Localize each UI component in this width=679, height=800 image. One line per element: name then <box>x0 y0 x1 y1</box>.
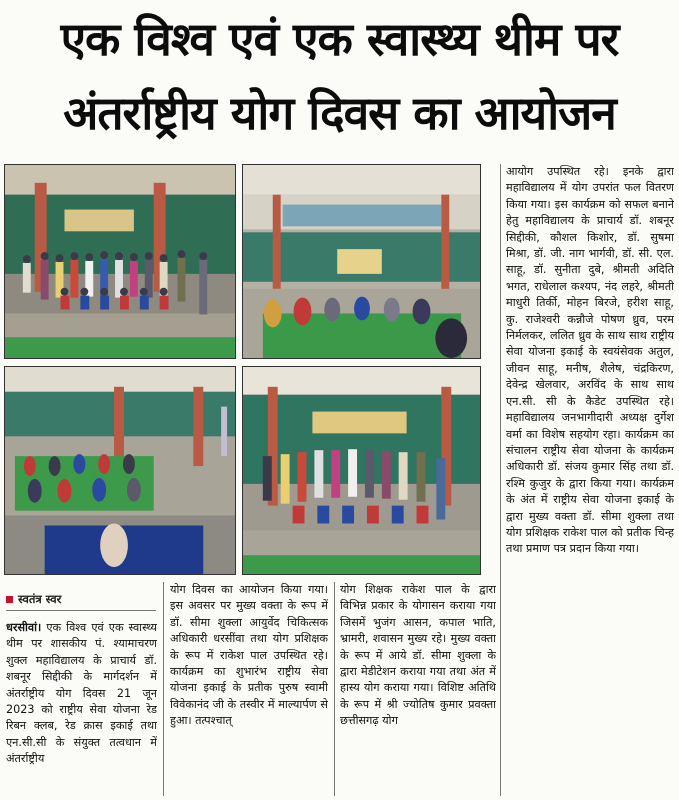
article-column-2: योग दिवस का आयोजन किया गया। इस अवसर पर मुख्य वक्ता के रूप में डॉ. सीमा शुक्ला आयुर्वेद चिकित्सक अधिकारी धरसींवा तथा योग प्रशिक्षक के रूप में राकेश पाल उपस्थित रहे। कार्यक्रम का शुभारंभ राष्ट्रीय सेवा योजना इकाई के प्रतीक पुरुष स्वामी विवेकानंद जी के तस्वीर में माल्यार्पण से हुआ। तत्पश्चात् <box>170 583 328 728</box>
headline-line-1: एक विश्व एवं एक स्वास्थ्य थीम पर <box>60 12 619 66</box>
headline-line-2: अंतर्राष्ट्रीय योग दिवस का आयोजन <box>63 86 616 140</box>
photo-group-standing <box>4 164 236 359</box>
section-tag <box>6 592 61 607</box>
article-column-1 <box>6 620 157 798</box>
section-marker-icon <box>6 596 13 603</box>
column-divider <box>163 582 164 796</box>
article-column-3: योग शिक्षक राकेश पाल के द्वारा विभिन्न प्रकार के योगासन कराया गया जिसमें भुजंग आसन, कपाल भाति, भ्रामरी, शवासन मुख्य रहे। मुख्य वक्ता के रूप में आये डॉ. सीमा शुक्ला के द्वारा मेडीटेशन कराया गया तथा अंत में हास्य योग कराया गया। विशिष्ट अतिथि के रूप में श्री ज्योतिष कुमार प्रवक्ता छत्तीसगढ़ योग <box>340 583 496 728</box>
photo-group-banner <box>242 366 481 575</box>
section-tag-label: स्वतंत्र स्वर <box>18 592 62 606</box>
section-divider <box>6 610 156 611</box>
photo-seated-hall <box>242 164 481 359</box>
column-divider <box>334 582 335 796</box>
column-divider <box>500 164 501 796</box>
article-dateline: धरसीवां। <box>6 621 42 634</box>
photo-yoga-session <box>4 366 236 575</box>
article-column-1-text: एक विश्व एवं एक स्वास्थ्य थीम पर शासकीय पं. श्यामाचरण शुक्ल महाविद्यालय के प्राचार्य डॉ. शबनूर सिद्दीकी के मार्गदर्शन में अंतर्राष्ट्रीय योग दिवस 21 जून 2023 को राष्ट्रीय सेवा योजना रेड रिबन क्लब, रेड क्रास इकाई तथा एन.सी.सी के संयुक्त तत्वधान में अंतर्राष्ट्रीय <box>6 621 157 766</box>
article-column-right: आयोग उपस्थित रहे। इनके द्वारा महाविद्यालय में योग उपरांत फल वितरण किया गया। इस कार्यक्रम को सफल बनाने हेतु महाविद्यालय के प्राचार्य डॉ. शबनूर सिद्दीकी, कौशल किशोर, डॉ. सुषमा मिश्रा, डॉ. जी. नाग भार्गवी, डॉ. सी. एल. साहू, डॉ. सुनीता दुबे, श्रीमती अदिति भगत, राधेलाल कश्यप, नंद लहरे, श्रीमती माधुरी तिर्की, मोहन बिरजे, हरीश साहू, कु. राजेश्वरी कन्नौजे पोषण ध्रुव, परम निर्मलकर, ललित ध्रुव के साथ साथ राष्ट्रीय सेवा योजना इकाई के स्वयंसेवक अतुल, जीवन साहू, मनीष, शैलेष, चंद्रकिरण, देवेन्द्र खेलवार, अरविंद के साथ साथ एन.सी. सी के कैडेट उपस्थित रहे। महाविद्यालय जनभागीदारी अध्यक्ष दुर्गेश वर्मा का विशेष सहयोग रहा। कार्यक्रम का संचालन राष्ट्रीय सेवा योजना के कार्यक्रम अधिकारी डॉ. संजय कुमार सिंह तथा डॉ. रश्मि कुजुर के द्वारा किया गया। कार्यक्रम के अंत में राष्ट्रीय सेवा योजना इकाई के द्वारा मुख्य वक्ता डॉ. सीमा शुक्ला तथा योग प्रशिक्षक राकेश पाल को प्रतीक चिन्ह तथा प्रमाण पत्र प्रदान किया गया। <box>506 165 674 556</box>
